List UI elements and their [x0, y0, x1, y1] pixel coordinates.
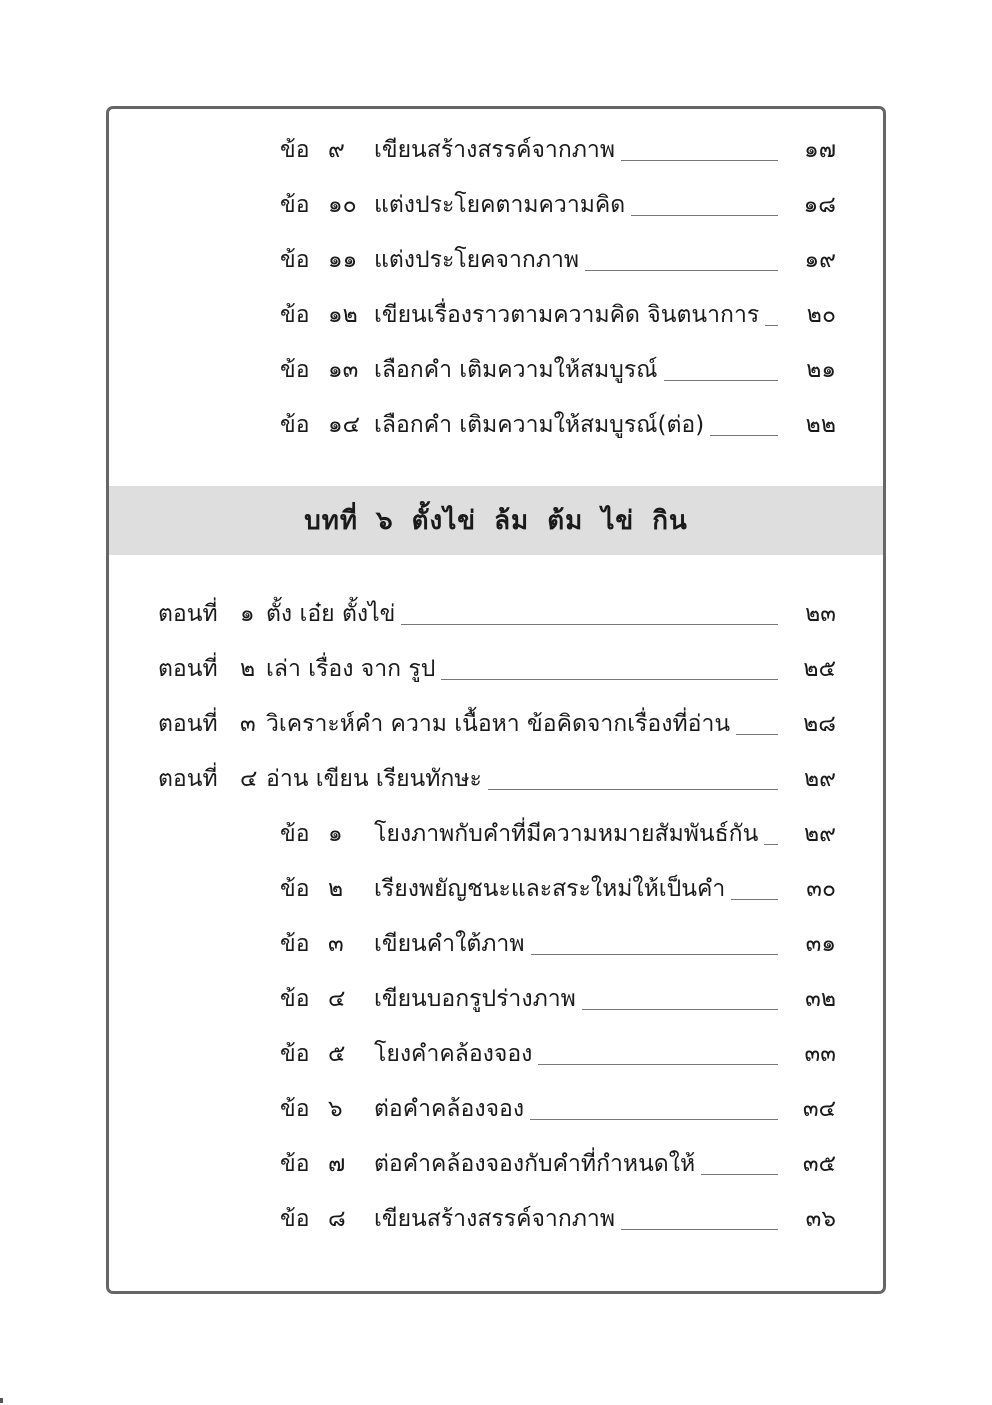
entry-label: ข้อ	[280, 1096, 310, 1122]
scan-mark	[0, 1398, 3, 1403]
dot-leader	[441, 679, 778, 680]
section-label: ตอนที่	[158, 656, 218, 682]
entry-number: ๑๒	[328, 302, 358, 328]
toc-entry[interactable]	[280, 1034, 836, 1074]
dot-leader	[765, 325, 778, 326]
entry-page: ๑๙	[804, 247, 836, 273]
section-label: ตอนที่	[158, 711, 218, 737]
dot-leader	[401, 624, 778, 625]
entry-page: ๒๑	[806, 357, 836, 383]
toc-section[interactable]	[158, 594, 836, 634]
entry-number: ๑๑	[328, 247, 358, 273]
section-title: ตั้ง เอ๋ย ตั้งไข่	[266, 601, 396, 627]
dot-leader	[488, 789, 778, 790]
chapter-heading-band	[109, 486, 883, 555]
toc-entry[interactable]	[280, 240, 836, 280]
section-number: ๒	[240, 656, 256, 682]
section-number: ๑	[240, 601, 255, 627]
entry-label: ข้อ	[280, 931, 310, 957]
entry-number: ๙	[328, 137, 345, 163]
entry-label: ข้อ	[280, 137, 310, 163]
entry-page: ๒๙	[803, 821, 836, 847]
entry-title: เลือกคำ เติมความให้สมบูรณ์	[374, 357, 658, 383]
dot-leader	[621, 160, 778, 161]
entry-number: ๗	[328, 1151, 346, 1177]
section-label: ตอนที่	[158, 766, 218, 792]
entry-label: ข้อ	[280, 821, 310, 847]
entry-number: ๘	[328, 1206, 346, 1232]
dot-leader	[664, 380, 778, 381]
section-page: ๒๓	[805, 601, 836, 627]
section-label: ตอนที่	[158, 601, 218, 627]
toc-section[interactable]	[158, 759, 836, 799]
entry-label: ข้อ	[280, 876, 310, 902]
entry-number: ๑๓	[328, 357, 359, 383]
entry-page: ๓๑	[805, 931, 836, 957]
entry-title: เขียนคำใต้ภาพ	[374, 931, 525, 957]
section-page: ๒๕	[803, 656, 836, 682]
toc-entry[interactable]	[280, 1089, 836, 1129]
dot-leader	[621, 1229, 778, 1230]
entry-label: ข้อ	[280, 192, 310, 218]
dot-leader	[764, 844, 778, 845]
entry-title: แต่งประโยคตามความคิด	[374, 192, 626, 218]
toc-entry[interactable]	[280, 924, 836, 964]
entry-page: ๒๒	[805, 412, 836, 438]
entry-page: ๓๔	[802, 1096, 836, 1122]
section-number: ๔	[240, 766, 258, 792]
dot-leader	[585, 270, 778, 271]
entry-page: ๓๓	[804, 1041, 836, 1067]
entry-page: ๓๐	[806, 876, 836, 902]
dot-leader	[531, 954, 779, 955]
entry-title: เลือกคำ เติมความให้สมบูรณ์(ต่อ)	[374, 412, 705, 438]
entry-label: ข้อ	[280, 1041, 310, 1067]
toc-entry[interactable]	[280, 350, 836, 390]
entry-label: ข้อ	[280, 986, 310, 1012]
entry-title: เรียงพยัญชนะและสระใหม่ให้เป็นคำ	[374, 876, 726, 902]
entry-number: ๒	[328, 876, 344, 902]
entry-title: แต่งประโยคจากภาพ	[374, 247, 580, 273]
chapter-title: บทที่ ๖ ตั้งไข่ ล้ม ต้ม ไข่ กิน	[304, 506, 688, 536]
entry-title: เขียนเรื่องราวตามความคิด จินตนาการ	[374, 302, 760, 328]
entry-label: ข้อ	[280, 1151, 310, 1177]
entry-number: ๔	[328, 986, 346, 1012]
entry-number: ๑๔	[328, 412, 361, 438]
dot-leader	[582, 1009, 778, 1010]
dot-leader	[736, 734, 778, 735]
entry-number: ๖	[328, 1096, 343, 1122]
dot-leader	[701, 1174, 778, 1175]
toc-section[interactable]	[158, 649, 836, 689]
entry-page: ๓๖	[805, 1206, 836, 1232]
entry-title: โยงคำคล้องจอง	[374, 1041, 533, 1067]
dot-leader	[710, 435, 778, 436]
section-title: เล่า เรื่อง จาก รูป	[266, 656, 436, 682]
toc-section[interactable]	[158, 704, 836, 744]
entry-page: ๒๐	[806, 302, 836, 328]
entry-label: ข้อ	[280, 357, 310, 383]
toc-entry[interactable]	[280, 814, 836, 854]
entry-title: ต่อคำคล้องจอง	[374, 1096, 525, 1122]
dot-leader	[530, 1119, 778, 1120]
entry-number: ๑	[328, 821, 343, 847]
toc-entry[interactable]	[280, 979, 836, 1019]
toc-entry[interactable]	[280, 405, 836, 445]
entry-label: ข้อ	[280, 412, 310, 438]
entry-number: ๑๐	[328, 192, 357, 218]
entry-title: เขียนสร้างสรรค์จากภาพ	[374, 1206, 616, 1232]
entry-page: ๓๒	[805, 986, 836, 1012]
entry-title: เขียนสร้างสรรค์จากภาพ	[374, 137, 616, 163]
section-page: ๒๘	[803, 711, 836, 737]
toc-entry[interactable]	[280, 185, 836, 225]
dot-leader	[731, 899, 778, 900]
toc-entry[interactable]	[280, 295, 836, 335]
toc-entry[interactable]	[280, 869, 836, 909]
entry-page: ๑๗	[804, 137, 836, 163]
entry-label: ข้อ	[280, 1206, 310, 1232]
entry-page: ๓๕	[802, 1151, 836, 1177]
entry-label: ข้อ	[280, 247, 310, 273]
entry-title: โยงภาพกับคำที่มีความหมายสัมพันธ์กัน	[374, 821, 759, 847]
entry-number: ๓	[328, 931, 344, 957]
dot-leader	[631, 215, 778, 216]
section-title: อ่าน เขียน เรียนทักษะ	[266, 766, 482, 792]
entry-title: ต่อคำคล้องจองกับคำที่กำหนดให้	[374, 1151, 696, 1177]
section-number: ๓	[240, 711, 256, 737]
entry-page: ๑๘	[803, 192, 836, 218]
section-page: ๒๙	[803, 766, 836, 792]
dot-leader	[538, 1064, 778, 1065]
entry-number: ๕	[328, 1041, 346, 1067]
entry-title: เขียนบอกรูปร่างภาพ	[374, 986, 576, 1012]
toc-entry[interactable]	[280, 130, 836, 170]
entry-label: ข้อ	[280, 302, 310, 328]
section-title: วิเคราะห์คำ ความ เนื้อหา ข้อคิดจากเรื่องที่อ่าน	[266, 711, 731, 737]
toc-entry[interactable]	[280, 1144, 836, 1184]
toc-entry[interactable]	[280, 1199, 836, 1239]
